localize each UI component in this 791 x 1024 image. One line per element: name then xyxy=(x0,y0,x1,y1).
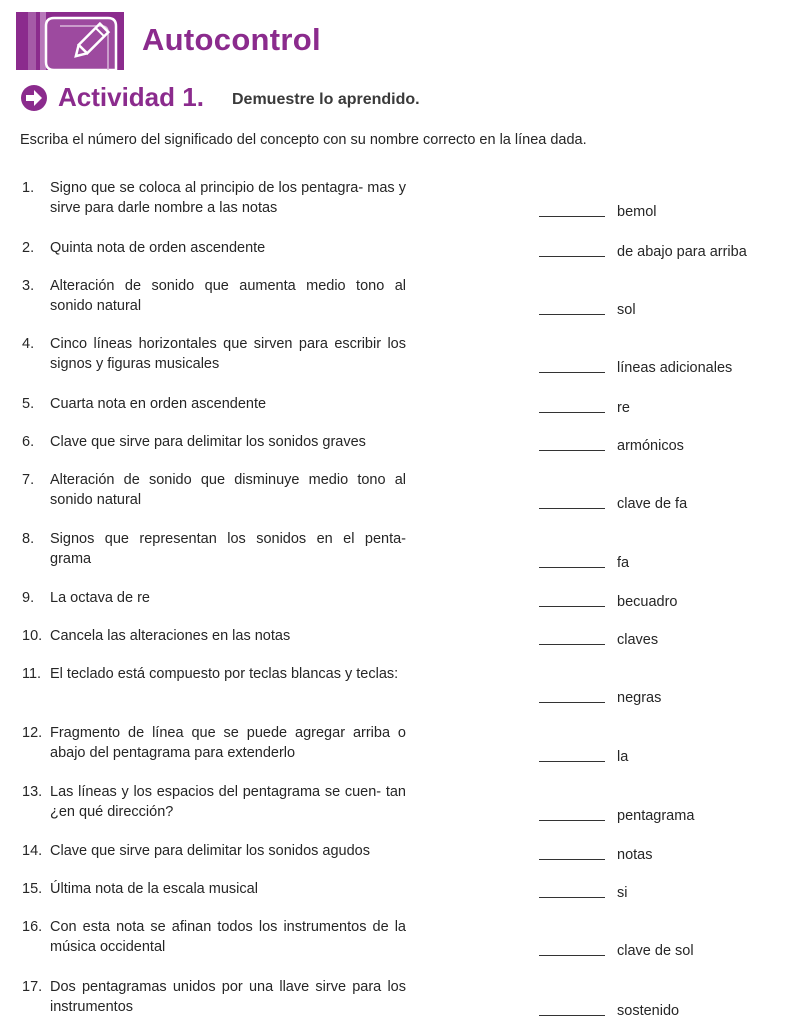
page-title: Autocontrol xyxy=(142,22,321,57)
list-item xyxy=(0,394,791,414)
answer-option: sol xyxy=(617,302,636,318)
list-item xyxy=(0,626,791,646)
item-text: Quinta nota de orden ascendente xyxy=(50,240,266,256)
answer-blank-line[interactable] xyxy=(539,372,605,373)
item-number: 4. xyxy=(22,336,35,352)
item-text: Cancela las alteraciones en las notas xyxy=(50,628,291,644)
list-item xyxy=(0,276,791,316)
item-text: La octava de re xyxy=(50,590,150,606)
answer-blank-line[interactable] xyxy=(539,820,605,821)
answer-option: fa xyxy=(617,555,630,571)
item-number: 2. xyxy=(22,240,35,256)
pencil-notebook-icon xyxy=(16,12,124,70)
item-number: 14. xyxy=(22,843,43,859)
answer-option: re xyxy=(617,400,630,416)
list-item xyxy=(0,178,791,218)
list-item xyxy=(0,529,791,569)
answer-blank-line[interactable] xyxy=(539,216,605,217)
list-item xyxy=(0,917,791,957)
item-text: Cuarta nota en orden ascendente xyxy=(50,396,267,412)
answer-blank-line[interactable] xyxy=(539,761,605,762)
list-item xyxy=(0,470,791,510)
list-item xyxy=(0,334,791,374)
answer-option: pentagrama xyxy=(617,808,695,824)
item-text: Signo que se coloca al principio de los pentagra- mas y sirve para darle nombre a las notas xyxy=(50,180,406,216)
activity-title: Actividad 1. xyxy=(58,82,204,112)
answer-blank-line[interactable] xyxy=(539,450,605,451)
list-item xyxy=(0,588,791,608)
answer-blank-line[interactable] xyxy=(539,567,605,568)
answer-blank-line[interactable] xyxy=(539,1015,605,1016)
item-text: Alteración de sonido que disminuye medio tono al sonido natural xyxy=(50,472,406,508)
answer-option: sostenido xyxy=(617,1003,680,1019)
item-number: 13. xyxy=(22,784,43,800)
answer-blank-line[interactable] xyxy=(539,859,605,860)
item-number: 10. xyxy=(22,628,43,644)
answer-option: la xyxy=(617,749,629,765)
item-number: 17. xyxy=(22,979,43,995)
answer-option: clave de fa xyxy=(617,496,688,512)
item-text: Clave que sirve para delimitar los sonidos graves xyxy=(50,434,366,450)
answer-blank-line[interactable] xyxy=(539,508,605,509)
item-number: 12. xyxy=(22,725,43,741)
item-text: El teclado está compuesto por teclas blancas y teclas: xyxy=(50,666,399,682)
item-number: 11. xyxy=(22,666,42,682)
answer-blank-line[interactable] xyxy=(539,702,605,703)
answer-option: claves xyxy=(617,632,659,648)
list-item xyxy=(0,238,791,258)
item-number: 3. xyxy=(22,278,35,294)
answer-option: clave de sol xyxy=(617,943,694,959)
list-item xyxy=(0,977,791,1017)
answer-blank-line[interactable] xyxy=(539,412,605,413)
item-text: Signos que representan los sonidos en el penta- grama xyxy=(50,531,406,567)
list-item xyxy=(0,664,791,704)
item-number: 8. xyxy=(22,531,35,547)
item-text: Fragmento de línea que se puede agregar arriba o abajo del pentagrama para extenderlo xyxy=(50,725,406,761)
answer-option: si xyxy=(617,885,628,901)
list-item xyxy=(0,782,791,822)
answer-blank-line[interactable] xyxy=(539,955,605,956)
item-text: Clave que sirve para delimitar los sonidos agudos xyxy=(50,843,370,859)
item-text: Con esta nota se afinan todos los instrumentos de la música occidental xyxy=(50,919,406,955)
answer-option: bemol xyxy=(617,204,657,220)
list-item xyxy=(0,841,791,861)
answer-blank-line[interactable] xyxy=(539,897,605,898)
item-number: 15. xyxy=(22,881,43,897)
item-number: 5. xyxy=(22,396,35,412)
item-text: Las líneas y los espacios del pentagrama se cuen- tan ¿en qué dirección? xyxy=(50,784,406,820)
item-text: Alteración de sonido que aumenta medio tono al sonido natural xyxy=(50,278,406,314)
answer-blank-line[interactable] xyxy=(539,644,605,645)
answer-option: notas xyxy=(617,847,653,863)
answer-option: líneas adicionales xyxy=(617,360,733,376)
answer-option: becuadro xyxy=(617,594,678,610)
item-text: Cinco líneas horizontales que sirven para escribir los signos y figuras musicales xyxy=(50,336,406,372)
answer-blank-line[interactable] xyxy=(539,256,605,257)
list-item xyxy=(0,879,791,899)
answer-option: negras xyxy=(617,690,662,706)
list-item xyxy=(0,432,791,452)
item-text: Dos pentagramas unidos por una llave sirve para los instrumentos xyxy=(50,979,406,1015)
answer-option: armónicos xyxy=(617,438,684,454)
item-number: 9. xyxy=(22,590,35,606)
header xyxy=(0,0,791,70)
activity-subtitle: Demuestre lo aprendido. xyxy=(232,91,420,108)
item-text: Última nota de la escala musical xyxy=(50,881,258,897)
item-number: 16. xyxy=(22,919,43,935)
item-number: 1. xyxy=(22,180,35,196)
item-number: 6. xyxy=(22,434,35,450)
answer-blank-line[interactable] xyxy=(539,606,605,607)
item-number: 7. xyxy=(22,472,35,488)
instruction-text: Escriba el número del significado del concepto con su nombre correcto en la línea dada. xyxy=(20,132,587,148)
arrow-right-icon xyxy=(20,84,48,112)
answer-blank-line[interactable] xyxy=(539,314,605,315)
answer-option: de abajo para arriba xyxy=(617,244,747,260)
list-item xyxy=(0,723,791,763)
